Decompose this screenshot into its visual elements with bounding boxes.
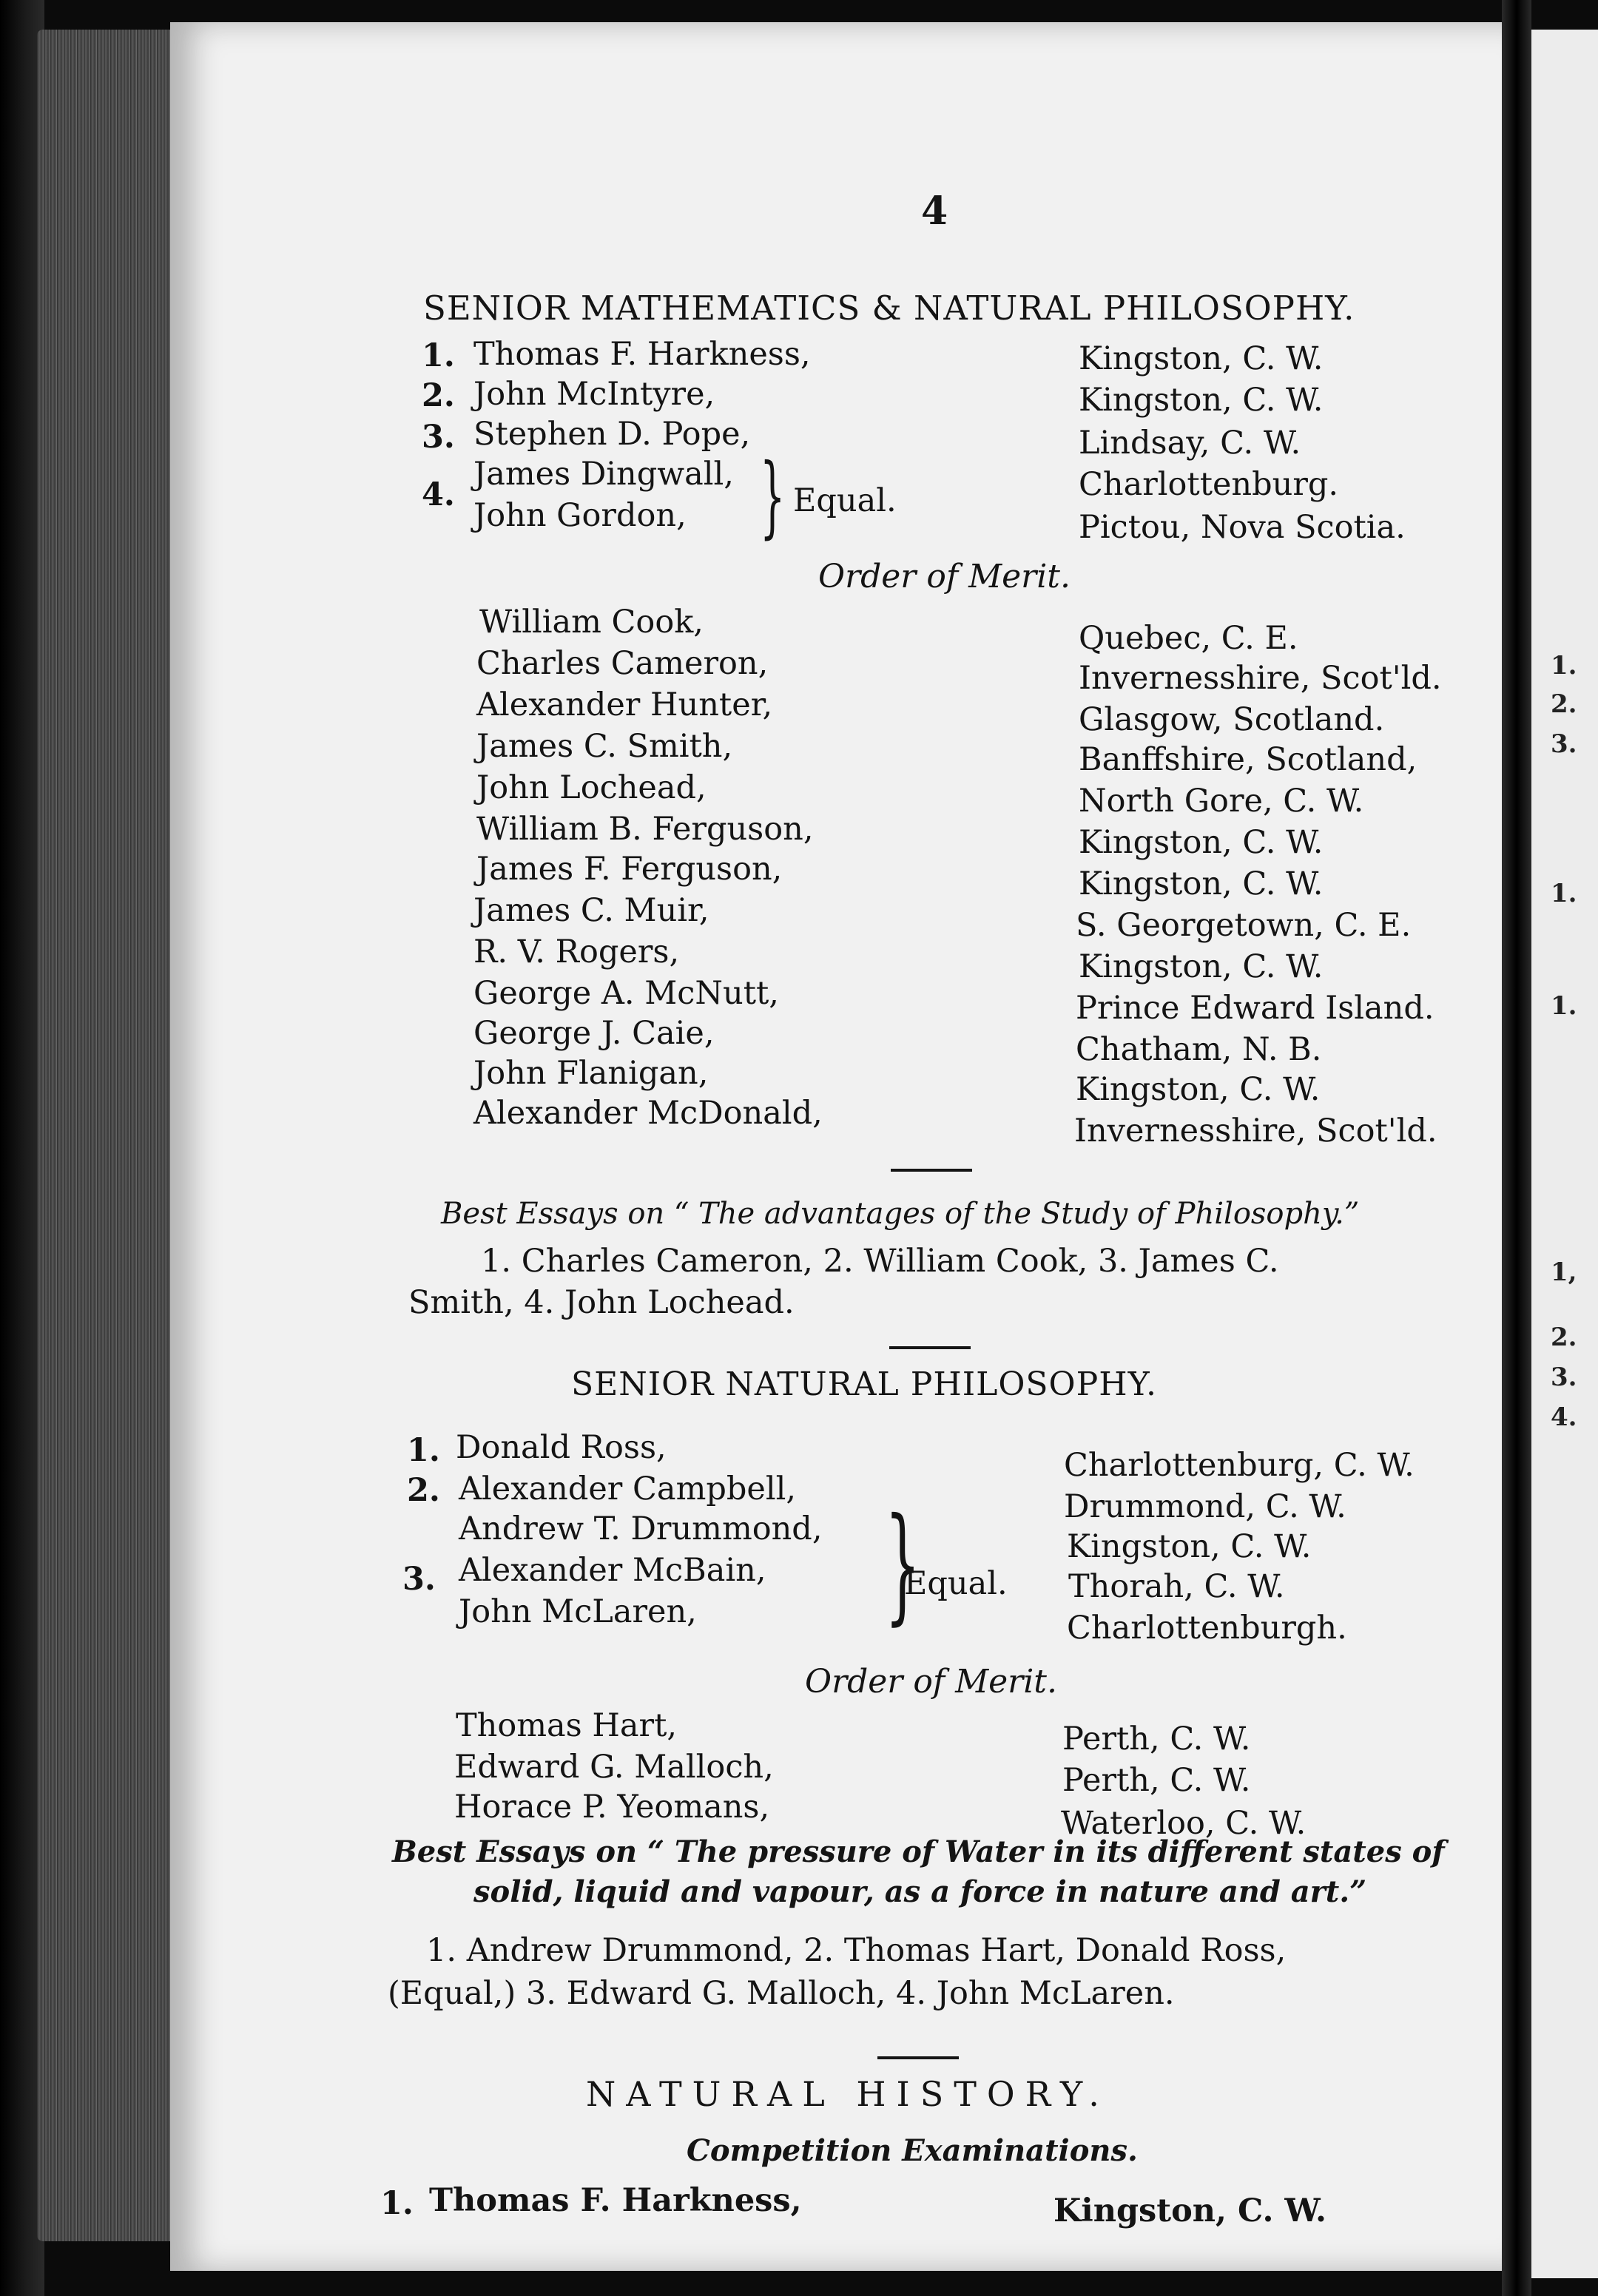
equal-label: Equal.: [904, 1565, 1008, 1602]
brace-symbol: }: [884, 1491, 921, 1638]
essay-title: solid, liquid and vapour, as a force in nature and art.”: [473, 1874, 1367, 1909]
student-place: Charlottenburg, C. W.: [1064, 1447, 1415, 1484]
section-heading: SENIOR NATURAL PHILOSOPHY.: [571, 1365, 1157, 1403]
student-name: James F. Ferguson,: [476, 851, 783, 888]
brace-symbol: }: [759, 445, 786, 548]
student-place: Kingston, C. W.: [1079, 948, 1324, 985]
rank-number: 4.: [422, 476, 455, 513]
student-place: Perth, C. W.: [1062, 1762, 1251, 1799]
rank-number: 1.: [407, 1432, 440, 1469]
student-place: Kingston, C. W.: [1079, 340, 1324, 377]
student-name: Alexander Hunter,: [476, 686, 773, 723]
student-place: Lindsay, C. W.: [1079, 425, 1301, 462]
rank-number: 1.: [380, 2185, 414, 2222]
rank-number: 2.: [407, 1472, 440, 1509]
student-name: Alexander McDonald,: [473, 1095, 823, 1132]
student-place: Invernesshire, Scot'ld.: [1074, 1112, 1437, 1149]
facing-page-number: 3.: [1551, 1363, 1577, 1392]
student-place: Glasgow, Scotland.: [1079, 701, 1385, 738]
student-place: Kingston, C. W.: [1076, 1071, 1321, 1108]
order-of-merit-label: Order of Merit.: [805, 1663, 1057, 1701]
page-stack-edge: [37, 30, 185, 2241]
divider-rule: [891, 1169, 972, 1172]
facing-page-number: 1.: [1551, 991, 1577, 1021]
essay-winners: 1. Andrew Drummond, 2. Thomas Hart, Donald Ross,: [426, 1932, 1287, 1969]
student-name: Thomas F. Harkness,: [473, 336, 811, 373]
student-name: John Lochead,: [476, 769, 707, 806]
section-heading: SENIOR MATHEMATICS & NATURAL PHILOSOPHY.: [423, 288, 1355, 328]
student-name: Andrew T. Drummond,: [459, 1510, 823, 1547]
student-name: R. V. Rogers,: [473, 933, 680, 970]
student-name: Stephen D. Pope,: [473, 416, 751, 453]
essay-title: Best Essays on “ The pressure of Water in its different states of: [392, 1834, 1445, 1869]
equal-label: Equal.: [793, 482, 897, 519]
student-name: James C. Smith,: [476, 728, 733, 765]
facing-page-number: 4.: [1551, 1402, 1577, 1432]
student-place: Drummond, C. W.: [1064, 1488, 1346, 1525]
student-name: Edward G. Malloch,: [454, 1749, 774, 1786]
student-name: William Cook,: [479, 604, 704, 641]
section-subheading: Competition Examinations.: [687, 2133, 1138, 2168]
student-name: Alexander McBain,: [459, 1552, 766, 1589]
student-name: Thomas F. Harkness,: [429, 2182, 802, 2219]
student-place: Charlottenburgh.: [1067, 1610, 1347, 1647]
rank-number: 3.: [402, 1561, 436, 1598]
student-name: Charles Cameron,: [476, 645, 769, 682]
student-place: Perth, C. W.: [1062, 1721, 1251, 1758]
student-place: Kingston, C. W.: [1053, 2192, 1326, 2229]
student-place: Chatham, N. B.: [1076, 1031, 1322, 1068]
essay-winners: Smith, 4. John Lochead.: [408, 1284, 795, 1321]
student-name: George A. McNutt,: [473, 975, 779, 1012]
student-name: George J. Caie,: [473, 1015, 715, 1052]
facing-page-number: 3.: [1551, 729, 1577, 759]
essay-winners: 1. Charles Cameron, 2. William Cook, 3. James C.: [481, 1243, 1279, 1280]
student-place: Invernesshire, Scot'ld.: [1079, 660, 1442, 697]
student-place: Kingston, C. W.: [1079, 382, 1324, 419]
student-name: John McIntyre,: [473, 376, 715, 413]
student-name: Thomas Hart,: [456, 1707, 678, 1744]
book-gutter: [1502, 0, 1531, 2296]
student-name: John Gordon,: [473, 497, 687, 534]
student-place: Pictou, Nova Scotia.: [1079, 509, 1406, 546]
facing-page-number: 2.: [1551, 689, 1577, 719]
facing-page-number: 1.: [1551, 651, 1577, 681]
student-place: North Gore, C. W.: [1079, 783, 1364, 820]
student-place: Prince Edward Island.: [1076, 990, 1435, 1027]
student-name: Horace P. Yeomans,: [454, 1789, 770, 1826]
section-heading: NATURAL HISTORY.: [586, 2074, 1110, 2114]
student-name: James C. Muir,: [473, 892, 709, 929]
page-number: 4: [921, 189, 948, 234]
student-name: John Flanigan,: [473, 1055, 709, 1092]
student-place: S. Georgetown, C. E.: [1076, 907, 1412, 944]
student-name: Alexander Campbell,: [459, 1471, 797, 1507]
student-place: Kingston, C. W.: [1079, 824, 1324, 861]
student-place: Waterloo, C. W.: [1061, 1805, 1307, 1842]
order-of-merit-label: Order of Merit.: [818, 558, 1071, 595]
essay-winners: (Equal,) 3. Edward G. Malloch, 4. John McLaren.: [388, 1975, 1175, 2012]
facing-page-number: 2.: [1551, 1323, 1577, 1352]
facing-page-number: 1,: [1551, 1257, 1577, 1287]
rank-number: 3.: [422, 419, 455, 456]
student-name: John McLaren,: [459, 1593, 697, 1630]
divider-rule: [877, 2056, 959, 2059]
student-name: Donald Ross,: [456, 1429, 667, 1466]
essay-title: Best Essays on “ The advantages of the Study of Philosophy.”: [441, 1197, 1360, 1231]
facing-page-edge: [1531, 30, 1598, 2278]
student-place: Kingston, C. W.: [1067, 1528, 1312, 1565]
facing-page-number: 1.: [1551, 879, 1577, 908]
student-place: Thorah, C. W.: [1068, 1568, 1285, 1605]
student-place: Charlottenburg.: [1079, 466, 1339, 503]
divider-rule: [889, 1346, 971, 1349]
student-place: Banffshire, Scotland,: [1079, 741, 1417, 778]
student-place: Kingston, C. W.: [1079, 865, 1324, 902]
rank-number: 1.: [422, 337, 455, 374]
student-place: Quebec, C. E.: [1079, 620, 1298, 657]
student-name: James Dingwall,: [473, 456, 734, 493]
student-name: William B. Ferguson,: [476, 811, 814, 848]
rank-number: 2.: [422, 377, 455, 414]
